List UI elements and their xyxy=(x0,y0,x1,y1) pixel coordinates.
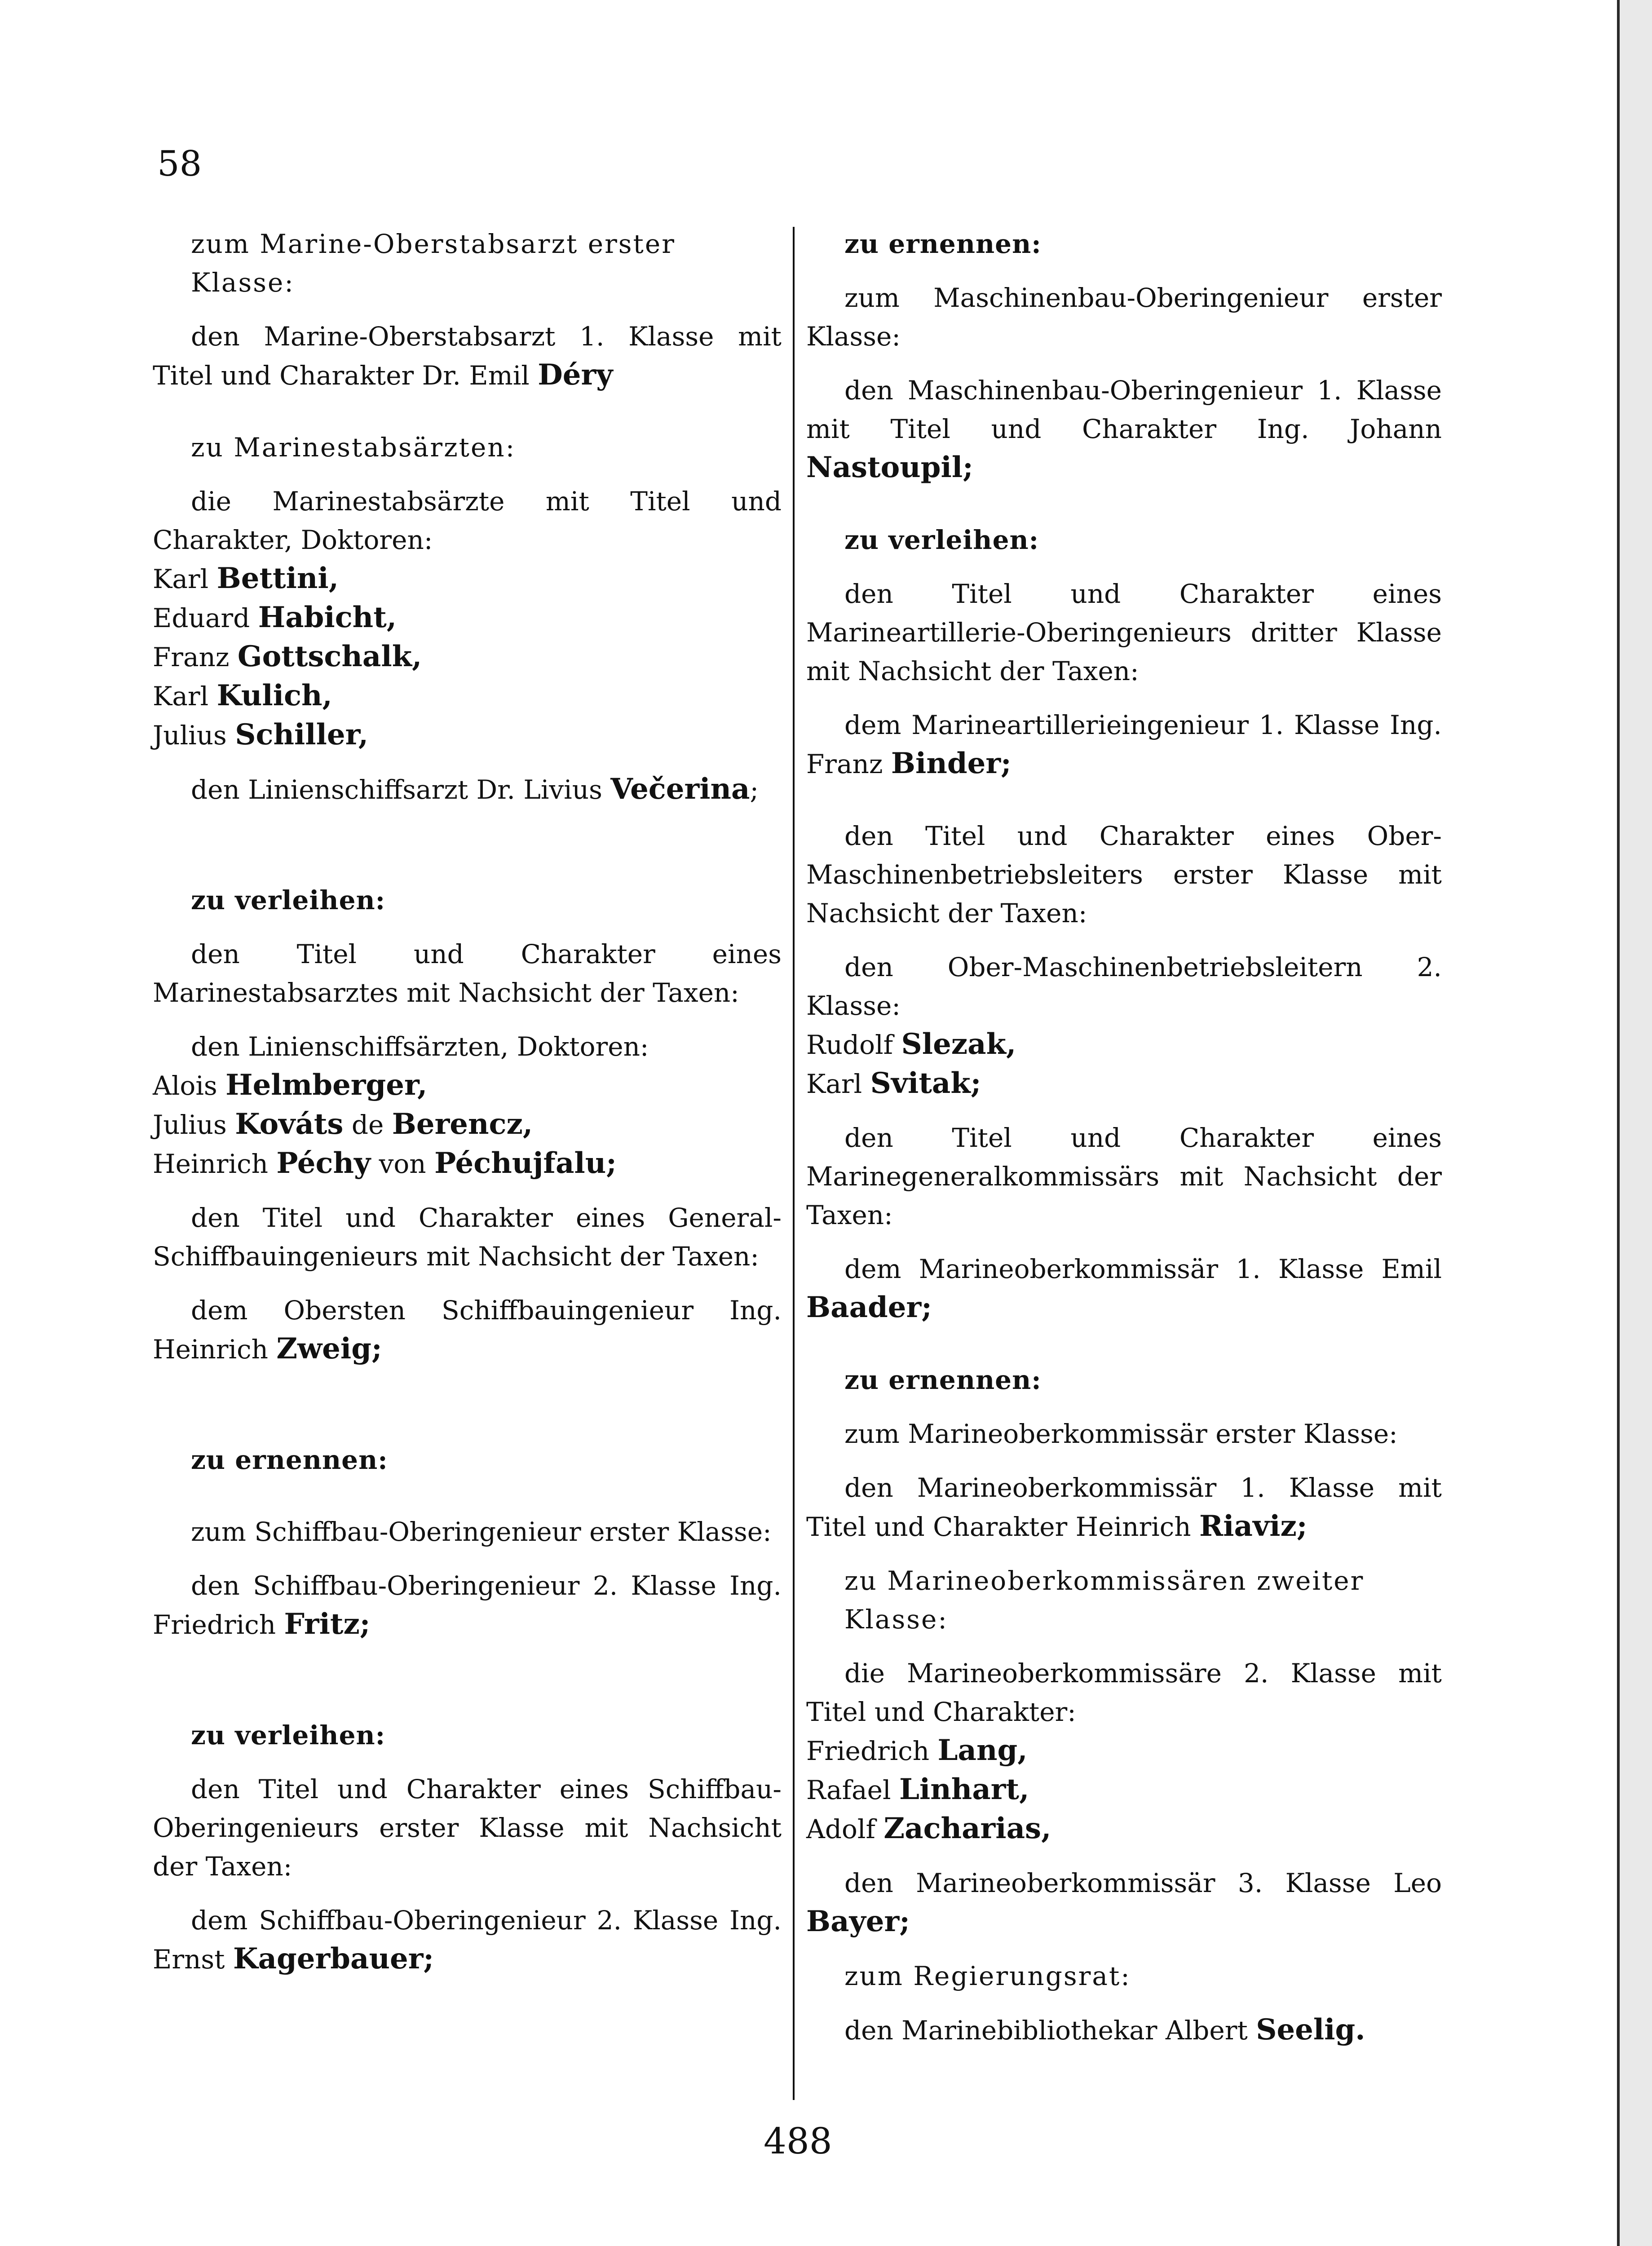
paragraph: den Linienschiffsärzten, Doktoren: xyxy=(191,1031,649,1062)
list-item: Karl Svitak; xyxy=(806,1066,981,1100)
paragraph: dem Marineartillerieingenieur 1. Klasse Ing. Franz Binder; xyxy=(806,710,1442,780)
person-name: Bayer; xyxy=(806,1905,910,1938)
section-heading: zu Marinestabsärzten: xyxy=(191,432,516,463)
section-heading: zu verleihen: xyxy=(191,1720,386,1751)
person-name: Zweig; xyxy=(276,1332,382,1366)
left-column xyxy=(153,225,782,1979)
paragraph: den Titel und Charakter eines Marinegeneralkommissärs mit Nachsicht der Taxen: xyxy=(806,1123,1442,1230)
list-item: Heinrich Péchy von Péchujfalu; xyxy=(153,1146,617,1180)
section-heading: zu Marineoberkommissären zweiter Klasse: xyxy=(844,1565,1365,1635)
section-heading: zu ernennen: xyxy=(844,229,1042,259)
person-name: Riaviz; xyxy=(1199,1509,1307,1543)
paragraph: dem Marineoberkommissär 1. Klasse Emil Baader; xyxy=(806,1254,1442,1324)
section-heading: zu ernennen: xyxy=(844,1365,1042,1395)
page-number: 58 xyxy=(157,144,202,184)
list-item: Adolf Zacharias, xyxy=(806,1812,1051,1845)
paragraph: den Marineoberkommissär 1. Klasse mit Titel und Charakter Heinrich Riaviz; xyxy=(806,1472,1442,1543)
name-list xyxy=(806,1025,1442,1103)
section-heading: zu verleihen: xyxy=(191,885,386,915)
column-divider xyxy=(793,227,795,2100)
paragraph: den Marinebibliothekar Albert Seelig. xyxy=(844,2013,1365,2047)
section-heading: zu verleihen: xyxy=(844,525,1039,555)
right-column xyxy=(806,225,1442,2050)
paragraph: den Linienschiffsarzt Dr. Livius Večerina; xyxy=(191,772,759,806)
paragraph: den Titel und Charakter eines Marineartillerie-Oberingenieurs dritter Klasse mit Nachsicht der Taxen: xyxy=(806,579,1442,686)
paragraph: den Marine-Oberstabsarzt 1. Klasse mit Titel und Charakter Dr. Emil Déry xyxy=(153,321,782,392)
paragraph: den Marineoberkommissär 3. Klasse Leo Bayer; xyxy=(806,1868,1442,1938)
section-heading: zum Marine-Oberstabsarzt erster Klasse: xyxy=(191,229,676,298)
section-heading: zu ernennen: xyxy=(191,1445,388,1475)
person-name: Fritz; xyxy=(284,1607,371,1641)
paragraph: die Marinestabsärzte mit Titel und Charakter, Doktoren: xyxy=(153,486,782,555)
list-item: Franz Gottschalk, xyxy=(153,640,422,673)
list-item: Julius Schiller, xyxy=(153,718,368,752)
paragraph: zum Schiffbau-Oberingenieur erster Klasse: xyxy=(191,1516,772,1547)
person-name: Binder; xyxy=(891,747,1012,780)
person-name: Nastoupil; xyxy=(806,451,973,484)
list-item: Rafael Linhart, xyxy=(806,1773,1029,1806)
person-name: Večerina xyxy=(610,772,750,806)
list-item: Alois Helmberger, xyxy=(153,1068,428,1102)
paragraph: den Maschinenbau-Oberingenieur 1. Klasse mit Titel und Charakter Ing. Johann Nastoupil; xyxy=(806,375,1442,484)
paragraph: den Titel und Charakter eines Marinestabsarztes mit Nachsicht der Taxen: xyxy=(153,939,782,1008)
paragraph: den Titel und Charakter eines Schiffbau-Oberingenieurs erster Klasse mit Nachsicht der Taxen: xyxy=(153,1774,782,1882)
paragraph: den Ober-Maschinenbetriebsleitern 2. Klasse: xyxy=(806,952,1442,1021)
paragraph: den Titel und Charakter eines Ober-Maschinenbetriebsleiters erster Klasse mit Nachsicht der Taxen: xyxy=(806,821,1442,928)
list-item: Friedrich Lang, xyxy=(806,1733,1028,1767)
name-list xyxy=(153,1066,782,1183)
paragraph: dem Schiffbau-Oberingenieur 2. Klasse Ing. Ernst Kagerbauer; xyxy=(153,1905,782,1976)
paragraph: zum Maschinenbau-Oberingenieur erster Klasse: xyxy=(806,283,1442,352)
list-item: Rudolf Slezak, xyxy=(806,1027,1016,1061)
name-list xyxy=(153,559,782,755)
person-name: Déry xyxy=(538,358,613,392)
paragraph: den Schiffbau-Oberingenieur 2. Klasse Ing. Friedrich Fritz; xyxy=(153,1570,782,1641)
person-name: Baader; xyxy=(806,1291,932,1324)
paragraph: dem Obersten Schiffbauingenieur Ing. Heinrich Zweig; xyxy=(153,1295,782,1366)
list-item: Karl Kulich, xyxy=(153,679,332,712)
paragraph: die Marineoberkommissäre 2. Klasse mit Titel und Charakter: xyxy=(806,1658,1442,1727)
list-item: Karl Bettini, xyxy=(153,562,339,595)
paragraph: den Titel und Charakter eines General-Schiffbauingenieurs mit Nachsicht der Taxen: xyxy=(153,1203,782,1272)
person-name: Seelig. xyxy=(1256,2013,1365,2047)
footer-page-number: 488 xyxy=(764,2120,832,2162)
section-heading: zum Regierungsrat: xyxy=(844,1961,1131,1991)
person-name: Kagerbauer; xyxy=(233,1942,434,1976)
paragraph: zum Marineoberkommissär erster Klasse: xyxy=(844,1419,1398,1449)
name-list xyxy=(806,1731,1442,1848)
list-item: Eduard Habicht, xyxy=(153,601,397,634)
list-item: Julius Kováts de Berencz, xyxy=(153,1107,533,1141)
